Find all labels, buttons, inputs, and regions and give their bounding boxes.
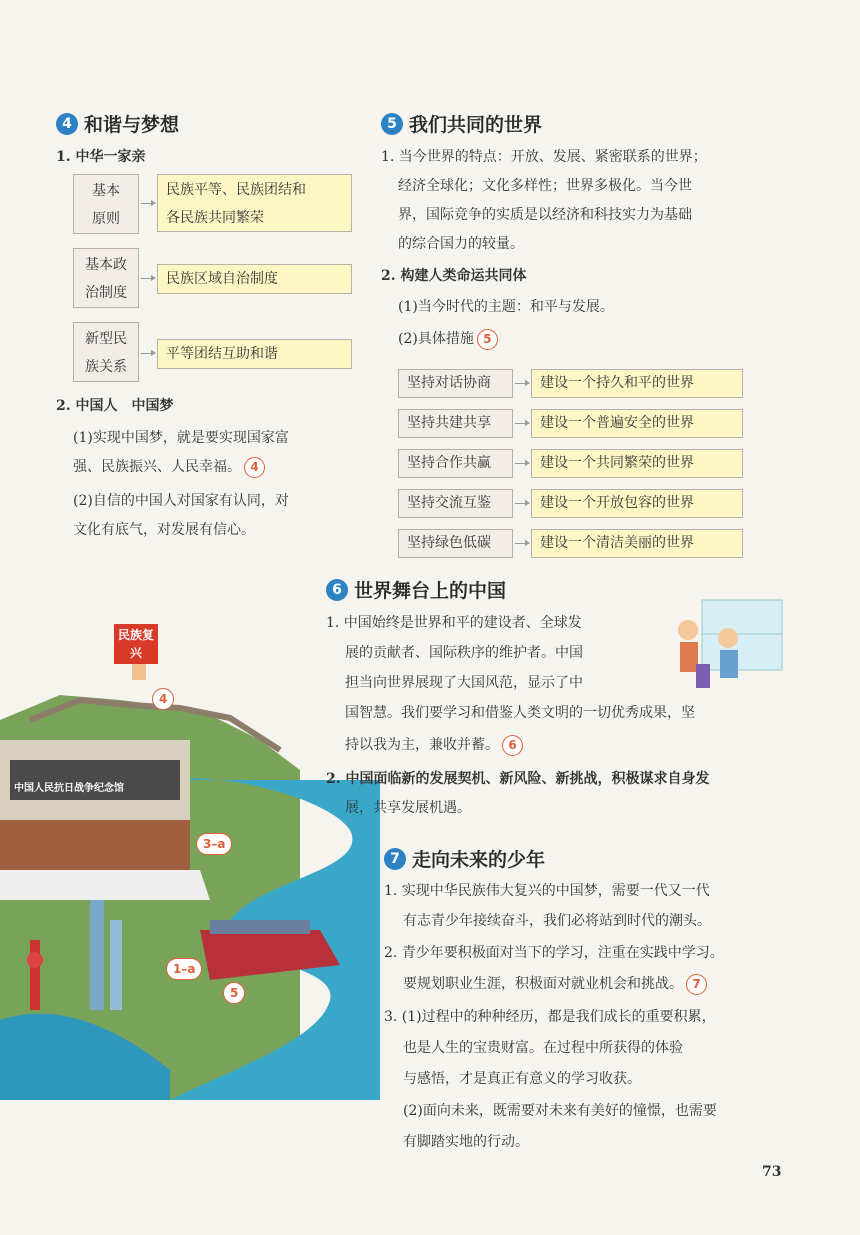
museum-plaque: 中国人民抗日战争纪念馆	[14, 783, 124, 794]
paragraph-line: 有志青少年接续奋斗，我们必将站到时代的潮头。	[403, 913, 711, 929]
goal-box: 建设一个开放包容的世界	[531, 489, 743, 518]
section-6-title	[326, 576, 506, 603]
concept-box-ethnic-relations	[73, 322, 139, 382]
paragraph-line: 担当向世界展现了大国风范，显示了中	[345, 675, 583, 691]
measure-box: 坚持合作共赢	[398, 449, 513, 478]
reference-marker: 7	[686, 974, 707, 995]
paragraph-line: 的综合国力的较量。	[398, 236, 524, 252]
paragraph-line: (1)当今时代的主题：和平与发展。	[398, 299, 614, 315]
paragraph-text: (2)具体措施	[398, 331, 474, 347]
reference-marker: 6	[502, 735, 523, 756]
section-title-text: 走向未来的少年	[412, 849, 546, 871]
box-text: 基本	[92, 183, 120, 199]
section-number-badge: 4	[56, 113, 78, 135]
paragraph-line: 文化有底气，对发展有信心。	[73, 522, 255, 538]
paragraph-line: 界，国际竞争的实质是以经济和科技实力为基础	[398, 207, 692, 223]
paragraph-line: (2)自信的中国人对国家有认同，对	[73, 493, 289, 509]
paragraph-text: 持以我为主，兼收并蓄。	[345, 737, 499, 753]
section-5-title	[381, 110, 542, 137]
concept-box-detail	[157, 339, 352, 369]
rejuvenation-sign: 民族复兴	[114, 624, 158, 664]
concept-box-detail	[157, 264, 352, 294]
paragraph-line: 国智慧。我们要学习和借鉴人类文明的一切优秀成果，坚	[345, 705, 695, 721]
paragraph-line: 2. 青少年要积极面对当下的学习，注重在实践中学习。	[384, 945, 724, 961]
box-text: 各民族共同繁荣	[166, 210, 264, 226]
paragraph-line	[73, 456, 265, 478]
item-heading: 2. 中国人 中国梦	[56, 398, 174, 414]
box-text: 新型民	[85, 331, 127, 347]
paragraph-line: 与感悟，才是真正有意义的学习收获。	[403, 1071, 641, 1087]
item-heading: 2. 构建人类命运共同体	[381, 268, 527, 284]
section-4-title	[56, 110, 179, 137]
goal-box: 建设一个清洁美丽的世界	[531, 529, 743, 558]
box-text: 基本政	[85, 257, 127, 273]
map-marker: 5	[223, 982, 245, 1004]
paragraph-line: 展的贡献者、国际秩序的维护者。中国	[345, 645, 583, 661]
box-text: 民族区域自治制度	[166, 271, 278, 287]
concept-box-political-system	[73, 248, 139, 308]
section-number-badge: 6	[326, 579, 348, 601]
arrow-connector	[141, 203, 155, 204]
paragraph-line: (1)实现中国梦，就是要实现国家富	[73, 430, 289, 446]
reference-marker: 5	[477, 329, 498, 350]
measure-box: 坚持交流互鉴	[398, 489, 513, 518]
paragraph-line: 2. 中国面临新的发展契机、新风险、新挑战，积极谋求自身发	[326, 771, 710, 787]
paragraph-text: 强、民族振兴、人民幸福。	[73, 459, 241, 475]
goal-box: 建设一个共同繁荣的世界	[531, 449, 743, 478]
arrow-connector	[515, 423, 529, 424]
arrow-connector	[515, 503, 529, 504]
goal-box: 建设一个普遍安全的世界	[531, 409, 743, 438]
section-number-badge: 5	[381, 113, 403, 135]
goal-box: 建设一个持久和平的世界	[531, 369, 743, 398]
arrow-connector	[515, 543, 529, 544]
box-text: 民族平等、民族团结和	[166, 182, 306, 198]
item-heading: 1. 中华一家亲	[56, 149, 146, 165]
box-text: 平等团结互助和谐	[166, 346, 278, 362]
map-marker: 4	[152, 688, 174, 710]
page-number: 73	[762, 1164, 782, 1180]
paragraph-line: 3. (1)过程中的种种经历，都是我们成长的重要积累，	[384, 1009, 716, 1025]
paragraph-line: 1. 实现中华民族伟大复兴的中国梦，需要一代又一代	[384, 883, 710, 899]
section-7-title	[384, 845, 545, 872]
map-marker: 1–a	[166, 958, 202, 980]
arrow-connector	[515, 463, 529, 464]
map-marker: 3–a	[196, 833, 232, 855]
concept-box-detail	[157, 174, 352, 232]
paragraph-line: (2)面向未来，既需要对未来有美好的憧憬，也需要	[403, 1103, 717, 1119]
measure-box: 坚持绿色低碳	[398, 529, 513, 558]
box-text: 原则	[92, 211, 120, 227]
reference-marker: 4	[244, 457, 265, 478]
illustration-travelers	[672, 592, 790, 702]
section-title-text: 和谐与梦想	[84, 114, 180, 136]
arrow-connector	[141, 278, 155, 279]
paragraph-line	[398, 328, 498, 350]
paragraph-line	[345, 734, 523, 756]
illustration-china-landscape	[0, 600, 380, 1100]
paragraph-line: 也是人生的宝贵财富。在过程中所获得的体验	[403, 1040, 683, 1056]
measure-box: 坚持对话协商	[398, 369, 513, 398]
concept-box-basic-principle	[73, 174, 139, 234]
section-title-text: 世界舞台上的中国	[354, 580, 507, 602]
paragraph-line: 1. 中国始终是世界和平的建设者、全球发	[326, 615, 582, 631]
paragraph-line: 有脚踏实地的行动。	[403, 1134, 529, 1150]
paragraph-line: 经济全球化；文化多样性；世界多极化。当今世	[398, 178, 692, 194]
box-text: 治制度	[85, 285, 127, 301]
arrow-connector	[141, 353, 155, 354]
paragraph-line: 1. 当今世界的特点：开放、发展、紧密联系的世界；	[381, 149, 707, 165]
section-number-badge: 7	[384, 848, 406, 870]
section-title-text: 我们共同的世界	[409, 114, 543, 136]
paragraph-line	[403, 973, 707, 995]
paragraph-text: 要规划职业生涯，积极面对就业机会和挑战。	[403, 976, 683, 992]
measure-box: 坚持共建共享	[398, 409, 513, 438]
arrow-connector	[515, 383, 529, 384]
paragraph-line: 展，共享发展机遇。	[345, 800, 471, 816]
box-text: 族关系	[85, 359, 127, 375]
